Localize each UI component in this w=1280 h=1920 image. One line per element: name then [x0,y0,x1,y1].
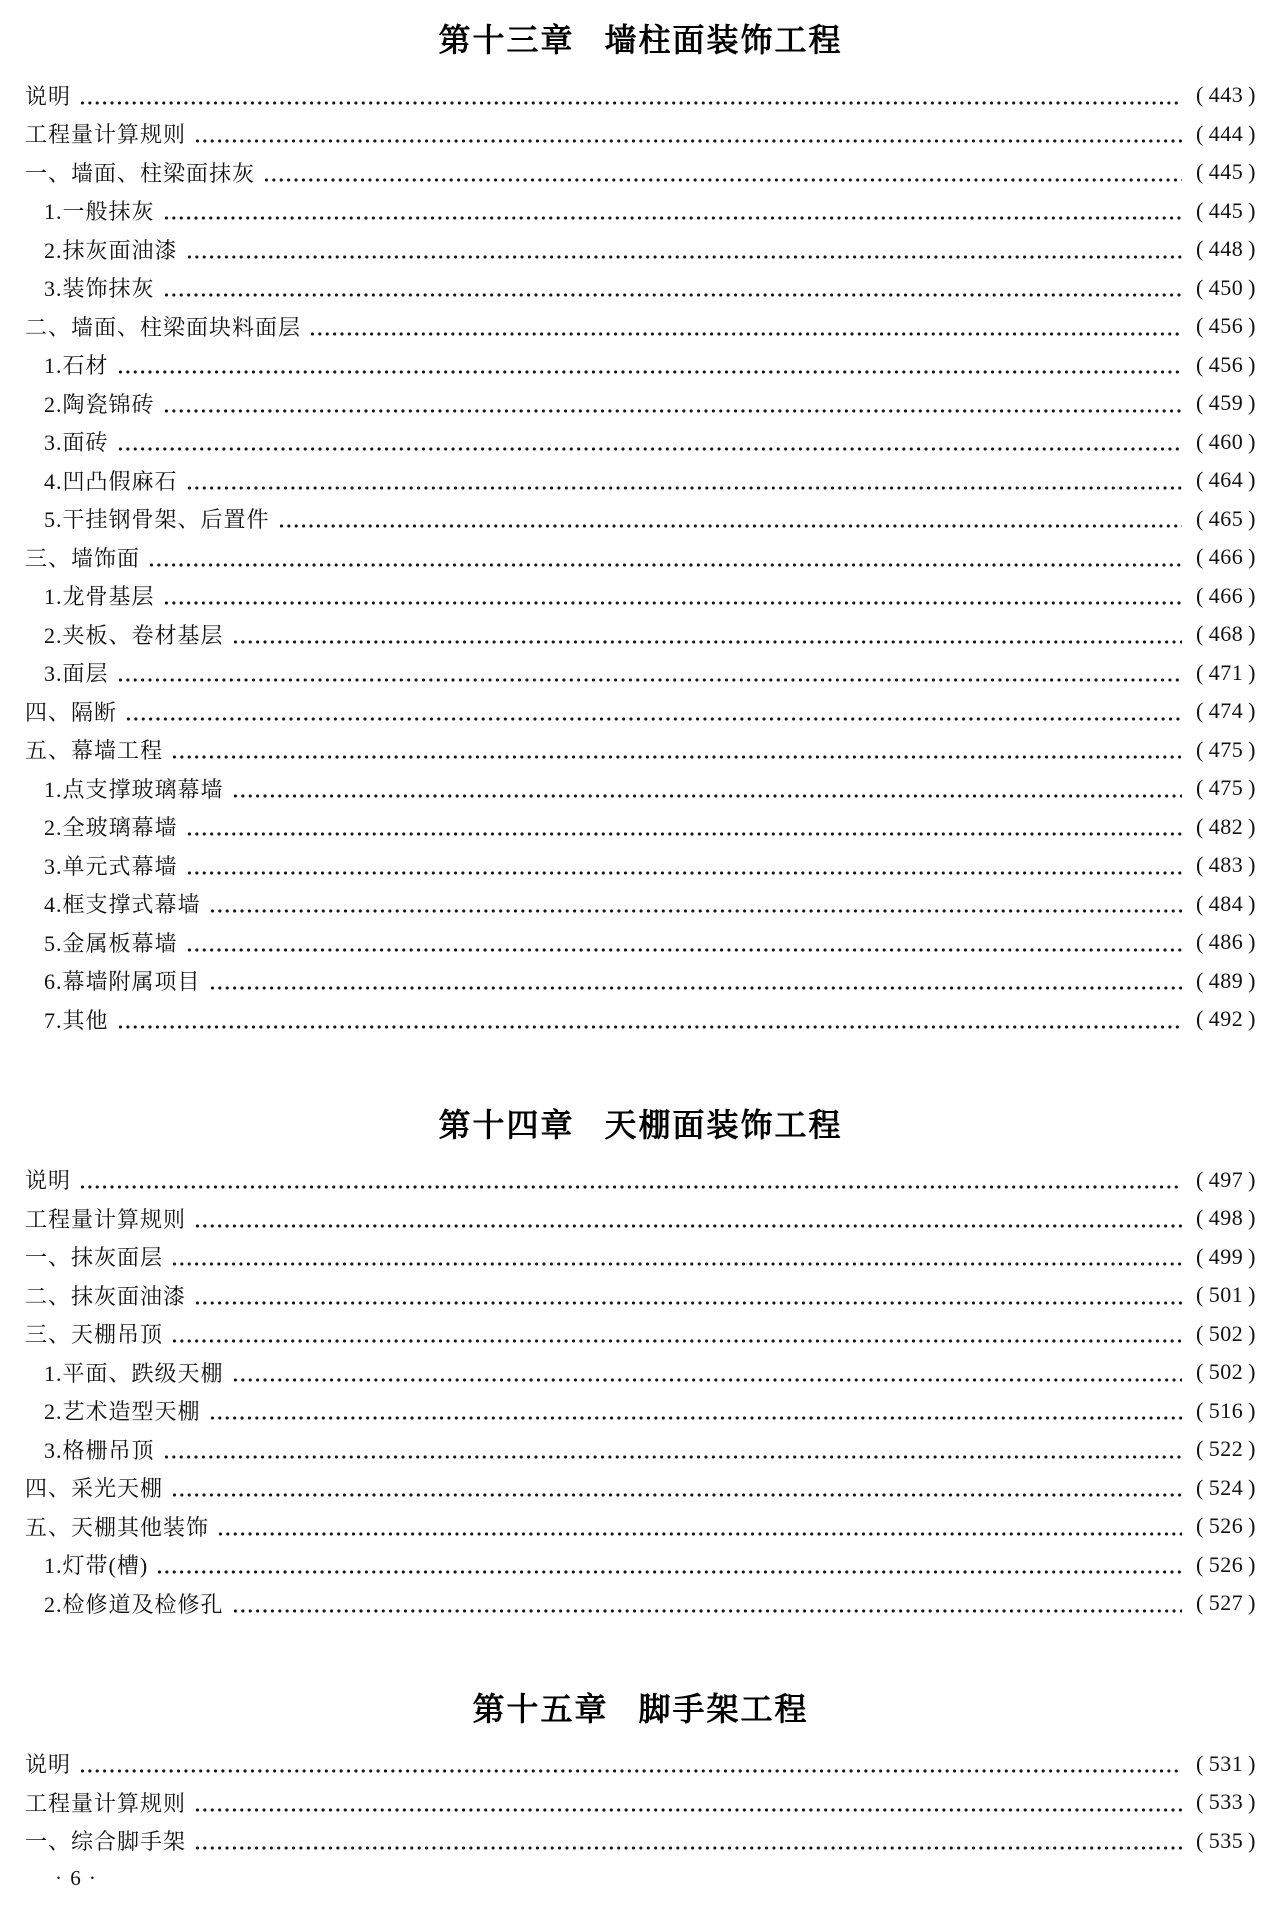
dot-leader [148,538,1182,577]
toc-entry-label: 3.单元式幕墙 [44,853,178,879]
toc-entry-label: 4.凹凸假麻石 [44,468,178,494]
toc-section [25,1101,1256,1623]
toc-entry [25,1507,1256,1546]
page-number: ( 501 ) [1192,1282,1256,1308]
toc-entry-list [25,1161,1256,1623]
chapter-title: 墙柱面装饰工程 [604,22,843,58]
toc-entry [25,731,1256,770]
dot-leader [171,1469,1182,1508]
toc-entry-label: 一、抹灰面层 [25,1245,164,1271]
toc-entry [25,1745,1256,1784]
toc-entry-label: 1.点支撑玻璃幕墙 [44,776,224,802]
toc-entry-label: 4.框支撑式幕墙 [44,892,201,918]
dot-leader [209,1392,1182,1431]
page-number: ( 533 ) [1192,1789,1256,1815]
page-number: ( 474 ) [1192,698,1256,724]
dot-leader [217,1507,1182,1546]
toc-entry [25,346,1256,385]
toc-entry-label: 5.干挂钢骨架、后置件 [44,507,270,533]
page-number: ( 466 ) [1192,583,1256,609]
toc-entry [25,1238,1256,1277]
page-number: ( 450 ) [1192,275,1256,301]
toc-entry-label: 三、墙饰面 [25,545,141,571]
toc-entry-label: 工程量计算规则 [25,1790,187,1816]
dot-leader [125,692,1182,731]
toc-entry-label: 四、隔断 [25,699,118,725]
page-number: ( 516 ) [1192,1398,1256,1424]
toc-entry-label: 工程量计算规则 [25,1206,187,1232]
chapter-number: 第十四章 [438,1106,575,1143]
toc-entry [25,230,1256,269]
toc-entry-label: 一、综合脚手架 [25,1829,187,1855]
toc-entry-label: 一、墙面、柱梁面抹灰 [25,160,256,186]
dot-leader [194,1276,1182,1315]
toc-entry-list [25,1745,1256,1861]
toc-entry-label: 3.面层 [44,661,109,687]
toc-entry [25,1315,1256,1354]
page-number: ( 483 ) [1192,852,1256,878]
toc-entry [25,153,1256,192]
dot-leader [186,461,1182,500]
toc-entry-label: 2.艺术造型天棚 [44,1399,201,1425]
dot-leader [186,846,1182,885]
toc-entry-label: 7.其他 [44,1007,109,1033]
toc-entry [25,1000,1256,1039]
dot-leader [117,654,1182,693]
dot-leader [163,269,1182,308]
toc-entry-label: 3.装饰抹灰 [44,276,155,302]
page-number: ( 535 ) [1192,1828,1256,1854]
dot-leader [194,1199,1182,1238]
toc-entry [25,500,1256,539]
toc-entry [25,1276,1256,1315]
page-number: ( 444 ) [1192,121,1256,147]
page-number: ( 466 ) [1192,544,1256,570]
dot-leader [156,1546,1182,1585]
toc-entry-label: 2.陶瓷锦砖 [44,391,155,417]
toc-entry-label: 五、幕墙工程 [25,738,164,764]
page-number: ( 468 ) [1192,621,1256,647]
toc-entry [25,769,1256,808]
footer-page-number: · 6 · [0,1860,1280,1891]
toc-entry [25,1392,1256,1431]
dot-leader [163,384,1182,423]
page-number: ( 498 ) [1192,1205,1256,1231]
dot-leader [163,192,1182,231]
dot-leader [79,76,1182,115]
toc-entry [25,384,1256,423]
chapter-heading [25,16,1256,64]
dot-leader [209,885,1182,924]
dot-leader [117,423,1182,462]
toc-entry [25,307,1256,346]
toc-entry [25,1469,1256,1508]
chapter-number: 第十三章 [438,22,575,58]
toc-entry-label: 2.夹板、卷材基层 [44,622,224,648]
toc-entry [25,1822,1256,1861]
toc-entry-label: 说明 [25,1168,72,1194]
dot-leader [263,153,1182,192]
toc-entry [25,923,1256,962]
dot-leader [209,962,1182,1001]
toc-entry [25,1584,1256,1623]
page-number: ( 502 ) [1192,1359,1256,1385]
toc-entry [25,1199,1256,1238]
chapter-title: 脚手架工程 [638,1690,809,1727]
dot-leader [232,1353,1182,1392]
toc-entry-label: 1.龙骨基层 [44,584,155,610]
toc-entry-label: 5.金属板幕墙 [44,930,178,956]
dot-leader [186,808,1182,847]
toc-entry-label: 6.幕墙附属项目 [44,969,201,995]
dot-leader [186,230,1182,269]
toc-entry-label: 说明 [25,1752,72,1778]
dot-leader [232,1584,1182,1623]
page-number: ( 526 ) [1192,1552,1256,1578]
page-number: ( 475 ) [1192,737,1256,763]
toc-entry [25,1546,1256,1585]
toc-entry [25,808,1256,847]
dot-leader [171,1238,1182,1277]
toc-entry [25,654,1256,693]
page-number: ( 445 ) [1192,198,1256,224]
page-number: ( 482 ) [1192,814,1256,840]
toc-entry [25,461,1256,500]
toc-entry-label: 1.平面、跌级天棚 [44,1360,224,1386]
page-number: ( 499 ) [1192,1244,1256,1270]
toc-entry [25,692,1256,731]
page-number: ( 526 ) [1192,1513,1256,1539]
toc-section [25,16,1256,1039]
toc-entry-label: 2.全玻璃幕墙 [44,815,178,841]
page-number: ( 484 ) [1192,891,1256,917]
chapter-heading [25,1685,1256,1733]
toc-entry-label: 工程量计算规则 [25,122,187,148]
page-number: ( 524 ) [1192,1475,1256,1501]
toc-entry-label: 3.面砖 [44,430,109,456]
toc-entry-label: 五、天棚其他装饰 [25,1514,210,1540]
page-number: ( 464 ) [1192,467,1256,493]
page-number: ( 445 ) [1192,159,1256,185]
page-number: ( 486 ) [1192,929,1256,955]
page-number: ( 489 ) [1192,968,1256,994]
page-number: ( 471 ) [1192,660,1256,686]
toc-entry-label: 说明 [25,83,72,109]
toc-entry [25,846,1256,885]
page-number: ( 475 ) [1192,775,1256,801]
dot-leader [309,307,1182,346]
toc-entry-label: 二、抹灰面油漆 [25,1283,187,1309]
dot-leader [194,115,1182,154]
toc-entry [25,577,1256,616]
page-number: ( 522 ) [1192,1436,1256,1462]
toc-entry-label: 1.一般抹灰 [44,199,155,225]
dot-leader [194,1822,1182,1861]
dot-leader [117,1000,1182,1039]
toc-entry [25,1353,1256,1392]
dot-leader [232,615,1182,654]
toc-entry-label: 1.石材 [44,353,109,379]
toc-entry-label: 3.格栅吊顶 [44,1437,155,1463]
toc-entry [25,538,1256,577]
toc-entry-label: 四、采光天棚 [25,1476,164,1502]
toc-section [25,1685,1256,1861]
toc-entry [25,192,1256,231]
page-number: ( 459 ) [1192,390,1256,416]
toc-entry-list [25,76,1256,1039]
dot-leader [186,923,1182,962]
dot-leader [171,731,1182,770]
toc-entry [25,962,1256,1001]
dot-leader [232,769,1182,808]
page-number: ( 492 ) [1192,1006,1256,1032]
page-number: ( 456 ) [1192,352,1256,378]
toc-entry-label: 2.检修道及检修孔 [44,1591,224,1617]
page-number: ( 448 ) [1192,236,1256,262]
dot-leader [79,1161,1182,1200]
toc-entry [25,269,1256,308]
page-number: ( 502 ) [1192,1321,1256,1347]
page-number: ( 460 ) [1192,429,1256,455]
toc-entry [25,115,1256,154]
toc-entry [25,423,1256,462]
dot-leader [171,1315,1182,1354]
toc-entry [25,615,1256,654]
dot-leader [163,577,1182,616]
page-number: ( 527 ) [1192,1590,1256,1616]
chapter-title: 天棚面装饰工程 [604,1106,843,1143]
toc-entry [25,885,1256,924]
toc-entry [25,1161,1256,1200]
toc-entry-label: 二、墙面、柱梁面块料面层 [25,314,302,340]
toc-entry [25,76,1256,115]
page-number: ( 465 ) [1192,506,1256,532]
toc-entry [25,1430,1256,1469]
page-number: ( 456 ) [1192,313,1256,339]
dot-leader [194,1783,1182,1822]
page-number: ( 497 ) [1192,1167,1256,1193]
page-number: ( 531 ) [1192,1751,1256,1777]
dot-leader [117,346,1182,385]
toc-entry-label: 2.抹灰面油漆 [44,237,178,263]
chapter-heading [25,1101,1256,1149]
dot-leader [278,500,1182,539]
dot-leader [79,1745,1182,1784]
dot-leader [163,1430,1182,1469]
toc-entry-label: 三、天棚吊顶 [25,1322,164,1348]
toc-entry [25,1783,1256,1822]
chapter-number: 第十五章 [472,1690,609,1727]
toc-entry-label: 1.灯带(槽) [44,1553,149,1579]
page-number: ( 443 ) [1192,82,1256,108]
